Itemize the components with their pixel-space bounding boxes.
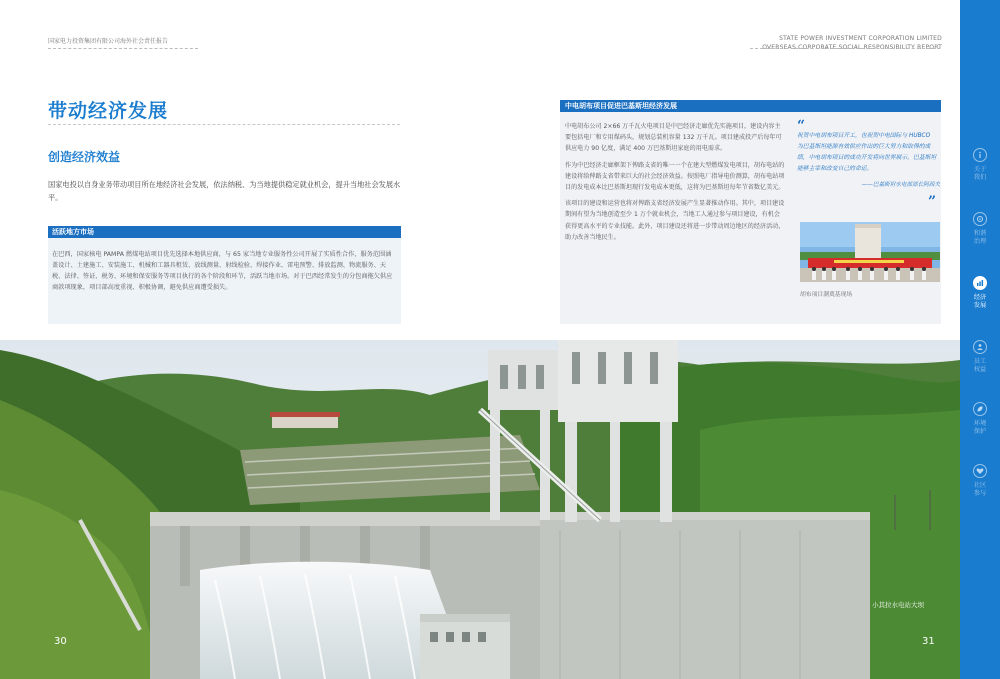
quote-open-mark: “ — [797, 118, 806, 134]
sidebar-label-about-1: 关于 — [973, 166, 987, 173]
header-rule-right — [750, 48, 940, 49]
sidebar-item-about[interactable] — [960, 148, 1000, 182]
sidebar-item-environment[interactable] — [960, 402, 1000, 436]
quote-source: ——巴基斯坦水电部部长阿西夫 — [861, 182, 940, 188]
page-title: 带动经济发展 — [48, 100, 169, 122]
header-rule-left — [48, 48, 198, 49]
leaf-icon — [973, 402, 987, 416]
sidebar-item-employees[interactable] — [960, 340, 1000, 374]
case-box-body: 在巴西，国家核电 PAMPA 燃煤电站项目优先选择本地供应商，与 65 家当地专业服务性公司开展了实质性合作，服务范围涵盖设计、土建施工、安装施工、机械和工器具租赁、放线测量、射线检验、焊接作业、雷电预警、排放监测、物流服务、天税、法律、签证、税务、环境和保安服务等项目执行的各个阶段和环节，活跃当地市场。对于巴西经常发生的分包商拖欠供应商款项现象，项目部高度重视、积极协调，避免供应商遭受损失。 — [48, 238, 401, 324]
sidebar-label-governance-1: 和谐 — [973, 230, 987, 237]
section-subtitle: 创造经济效益 — [48, 150, 121, 164]
intro-paragraph: 国家电投以自身业务带动项目所在地经济社会发展，依法纳税、为当地提供稳定就业机会，提升当地社会发展水平。 — [48, 180, 401, 202]
header-right-line1: STATE POWER INVESTMENT CORPORATION LIMITED — [779, 35, 942, 42]
sidebar-label-about-2: 我们 — [973, 174, 987, 181]
dam-photo-caption: 小其拉水电站大坝 — [872, 601, 924, 609]
info-icon — [973, 148, 987, 162]
case-box-title: 活跃地方市场 — [48, 226, 401, 238]
page-number-left: 30 — [54, 636, 67, 647]
sidebar-label-governance-2: 治理 — [973, 238, 987, 245]
header-title-left: 国家电力投资集团有限公司海外社会责任报告 — [48, 38, 169, 45]
heart-icon — [973, 464, 987, 478]
header-title-right — [762, 34, 942, 52]
sidebar-label-community-2: 参与 — [973, 490, 987, 497]
chapter-sidebar — [960, 0, 1000, 679]
feature-paragraph-2: 作为中巴经济走廊框架下俾路支省的唯一一个在建大型燃煤发电项目，胡布电站的建设将给俾路支省带来巨大的社会经济效益。按照电厂指导电价测算，胡布电站项目的发电成本比巴基斯坦现行发电成本更低，这将为巴基斯坦每年节省数亿美元。 — [565, 161, 785, 192]
quote-text: 祝贺中电胡布项目开工，也祝贺中电国际与 HUBCO 为巴基斯坦能源有效供应作出的巨大努力和取得的成绩，中电胡布项目的成功开发将向世界展示，巴基斯坦能够主宰和改变自己的命运。 — [797, 133, 937, 172]
feature-box-title: 中电胡布项目促进巴基斯坦经济发展 — [560, 100, 941, 112]
sidebar-label-economy-1: 经济 — [973, 294, 987, 301]
gear-icon — [973, 212, 987, 226]
sidebar-item-economy[interactable] — [960, 276, 1000, 310]
title-divider — [48, 124, 400, 125]
sidebar-label-economy-2: 发展 — [973, 302, 987, 309]
sidebar-label-employees-1: 员工 — [973, 358, 987, 365]
dam-photo — [0, 340, 960, 679]
ceremony-photo-caption: 胡布项目潮奠基现场 — [800, 292, 853, 298]
sidebar-label-environment-2: 保护 — [973, 428, 987, 435]
quote-close-mark: ” — [928, 194, 937, 210]
economy-icon — [973, 276, 987, 290]
sidebar-item-community[interactable] — [960, 464, 1000, 498]
feature-paragraph-1: 中电胡布公司 2×66 万千瓦火电项目是中巴经济走廊优先实施项目，建设内容主要包括电厂和专用煤码头，规划总装机容量 132 万千瓦。项目建成投产后每年可供应电力 90 亿度，满足 400 万巴基斯坦家庭的用电需求。 — [565, 123, 782, 153]
page-number-right: 31 — [922, 636, 935, 647]
sidebar-item-governance[interactable] — [960, 212, 1000, 246]
ceremony-photo — [800, 222, 940, 282]
sidebar-label-community-1: 社区 — [973, 482, 987, 489]
feature-paragraph-3: 该项目的建设和运营也将对俾路支省经济发展产生显著推动作用。其中，项目建设期间有望为当地创造至少 1 万个就业机会，当地工人通过参与项目建设，有机会获得更高水平的专业技能。此外，项目建设还将进一步带动周边地区的经济活动，助力改善当地民生。 — [565, 200, 785, 241]
header-right-line2: OVERSEAS CORPORATE SOCIAL RESPONSIBILITY REPORT — [762, 44, 942, 51]
feature-text — [565, 121, 785, 248]
sidebar-label-environment-1: 环境 — [973, 420, 987, 427]
sidebar-label-employees-2: 权益 — [973, 366, 987, 373]
people-icon — [973, 340, 987, 354]
